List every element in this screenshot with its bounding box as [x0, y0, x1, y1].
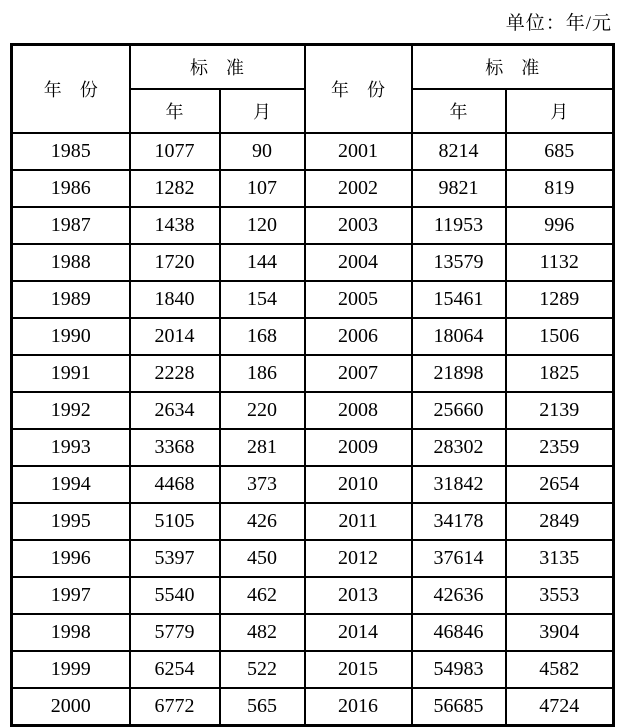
- monthly-standard-cell: 154: [220, 281, 305, 318]
- monthly-standard-cell: 1132: [506, 244, 614, 281]
- annual-standard-cell: 2634: [130, 392, 220, 429]
- year-cell: 1998: [12, 614, 130, 651]
- year-cell: 2007: [305, 355, 412, 392]
- year-cell: 2000: [12, 688, 130, 726]
- monthly-standard-cell: 2849: [506, 503, 614, 540]
- table-body: [12, 133, 614, 726]
- year-cell: 1995: [12, 503, 130, 540]
- annual-standard-cell: 5105: [130, 503, 220, 540]
- header-standard-left: 标 准: [130, 45, 305, 90]
- annual-standard-cell: 5397: [130, 540, 220, 577]
- monthly-standard-cell: 220: [220, 392, 305, 429]
- header-year-left: 年 份: [12, 45, 130, 134]
- monthly-standard-cell: 996: [506, 207, 614, 244]
- annual-standard-cell: 2014: [130, 318, 220, 355]
- year-cell: 1988: [12, 244, 130, 281]
- annual-standard-cell: 1077: [130, 133, 220, 170]
- table-row: [12, 281, 614, 318]
- header-monthly-right: 月: [506, 89, 614, 133]
- year-cell: 1985: [12, 133, 130, 170]
- monthly-standard-cell: 565: [220, 688, 305, 726]
- table-row: [12, 651, 614, 688]
- year-cell: 1990: [12, 318, 130, 355]
- header-annual-left: 年: [130, 89, 220, 133]
- year-cell: 2004: [305, 244, 412, 281]
- annual-standard-cell: 37614: [412, 540, 506, 577]
- unit-label: 单位：年/元: [505, 13, 612, 34]
- monthly-standard-cell: 1289: [506, 281, 614, 318]
- annual-standard-cell: 6254: [130, 651, 220, 688]
- monthly-standard-cell: 3553: [506, 577, 614, 614]
- annual-standard-cell: 13579: [412, 244, 506, 281]
- monthly-standard-cell: 3904: [506, 614, 614, 651]
- annual-standard-cell: 15461: [412, 281, 506, 318]
- table-row: [12, 392, 614, 429]
- annual-standard-cell: 42636: [412, 577, 506, 614]
- table-row: [12, 540, 614, 577]
- monthly-standard-cell: 90: [220, 133, 305, 170]
- year-cell: 1987: [12, 207, 130, 244]
- annual-standard-cell: 3368: [130, 429, 220, 466]
- table-row: [12, 577, 614, 614]
- annual-standard-cell: 8214: [412, 133, 506, 170]
- table-row: [12, 355, 614, 392]
- monthly-standard-cell: 462: [220, 577, 305, 614]
- monthly-standard-cell: 1825: [506, 355, 614, 392]
- table-row: [12, 466, 614, 503]
- year-cell: 1986: [12, 170, 130, 207]
- year-cell: 1994: [12, 466, 130, 503]
- monthly-standard-cell: 373: [220, 466, 305, 503]
- annual-standard-cell: 11953: [412, 207, 506, 244]
- year-cell: 2008: [305, 392, 412, 429]
- annual-standard-cell: 1720: [130, 244, 220, 281]
- year-cell: 2010: [305, 466, 412, 503]
- table-row: [12, 614, 614, 651]
- year-cell: 2012: [305, 540, 412, 577]
- monthly-standard-cell: 144: [220, 244, 305, 281]
- year-cell: 2013: [305, 577, 412, 614]
- table-row: [12, 503, 614, 540]
- annual-standard-cell: 18064: [412, 318, 506, 355]
- annual-standard-cell: 5779: [130, 614, 220, 651]
- year-cell: 1993: [12, 429, 130, 466]
- monthly-standard-cell: 120: [220, 207, 305, 244]
- year-cell: 2009: [305, 429, 412, 466]
- monthly-standard-cell: 4724: [506, 688, 614, 726]
- annual-standard-cell: 46846: [412, 614, 506, 651]
- header-monthly-left: 月: [220, 89, 305, 133]
- annual-standard-cell: 54983: [412, 651, 506, 688]
- annual-standard-cell: 9821: [412, 170, 506, 207]
- annual-standard-cell: 34178: [412, 503, 506, 540]
- annual-standard-cell: 31842: [412, 466, 506, 503]
- table-row: [12, 170, 614, 207]
- year-cell: 2006: [305, 318, 412, 355]
- annual-standard-cell: 28302: [412, 429, 506, 466]
- year-cell: 1999: [12, 651, 130, 688]
- table-row: [12, 133, 614, 170]
- monthly-standard-cell: 186: [220, 355, 305, 392]
- table-row: [12, 429, 614, 466]
- year-cell: 2001: [305, 133, 412, 170]
- year-cell: 1989: [12, 281, 130, 318]
- monthly-standard-cell: 685: [506, 133, 614, 170]
- year-cell: 2002: [305, 170, 412, 207]
- table-header: [12, 45, 614, 134]
- monthly-standard-cell: 819: [506, 170, 614, 207]
- monthly-standard-cell: 1506: [506, 318, 614, 355]
- year-cell: 2016: [305, 688, 412, 726]
- monthly-standard-cell: 2654: [506, 466, 614, 503]
- monthly-standard-cell: 281: [220, 429, 305, 466]
- standard-by-year-table: [10, 43, 615, 727]
- year-cell: 1997: [12, 577, 130, 614]
- annual-standard-cell: 4468: [130, 466, 220, 503]
- table-row: [12, 688, 614, 726]
- monthly-standard-cell: 2359: [506, 429, 614, 466]
- annual-standard-cell: 5540: [130, 577, 220, 614]
- year-cell: 1996: [12, 540, 130, 577]
- annual-standard-cell: 1840: [130, 281, 220, 318]
- year-cell: 2003: [305, 207, 412, 244]
- header-standard-right: 标 准: [412, 45, 614, 90]
- year-cell: 2011: [305, 503, 412, 540]
- header-row-top: [12, 45, 614, 90]
- annual-standard-cell: 25660: [412, 392, 506, 429]
- table-row: [12, 207, 614, 244]
- monthly-standard-cell: 522: [220, 651, 305, 688]
- monthly-standard-cell: 482: [220, 614, 305, 651]
- monthly-standard-cell: 3135: [506, 540, 614, 577]
- annual-standard-cell: 56685: [412, 688, 506, 726]
- year-cell: 1991: [12, 355, 130, 392]
- monthly-standard-cell: 426: [220, 503, 305, 540]
- monthly-standard-cell: 2139: [506, 392, 614, 429]
- monthly-standard-cell: 168: [220, 318, 305, 355]
- annual-standard-cell: 21898: [412, 355, 506, 392]
- monthly-standard-cell: 450: [220, 540, 305, 577]
- year-cell: 2014: [305, 614, 412, 651]
- annual-standard-cell: 2228: [130, 355, 220, 392]
- year-cell: 2015: [305, 651, 412, 688]
- monthly-standard-cell: 4582: [506, 651, 614, 688]
- table-row: [12, 318, 614, 355]
- header-annual-right: 年: [412, 89, 506, 133]
- annual-standard-cell: 1282: [130, 170, 220, 207]
- year-cell: 1992: [12, 392, 130, 429]
- monthly-standard-cell: 107: [220, 170, 305, 207]
- annual-standard-cell: 6772: [130, 688, 220, 726]
- header-year-right: 年 份: [305, 45, 412, 134]
- annual-standard-cell: 1438: [130, 207, 220, 244]
- table-row: [12, 244, 614, 281]
- year-cell: 2005: [305, 281, 412, 318]
